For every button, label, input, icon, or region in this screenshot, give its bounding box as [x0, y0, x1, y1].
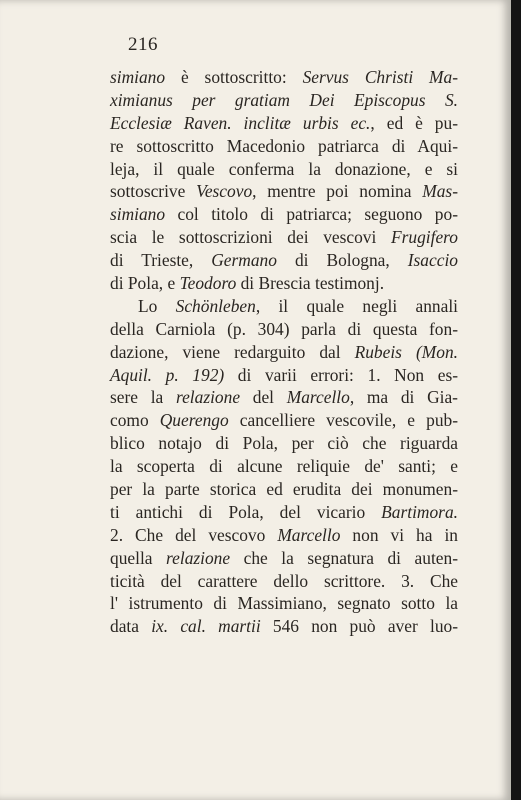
text-line: [110, 295, 458, 318]
text-segment: col titolo di patriarca; seguono po-: [165, 204, 458, 225]
text-line: [110, 272, 458, 295]
text-segment: la scoperta di alcune reliquie de' santi; e: [110, 456, 458, 477]
text-segment: blico notajo di Pola, per ciò che riguarda: [110, 433, 458, 454]
page-number: 216: [128, 34, 158, 55]
text-segment: re sottoscritto Macedonio patriarca di Aqui-: [110, 135, 458, 156]
italic-text: simiano: [110, 67, 166, 87]
text-segment: quella: [110, 547, 167, 568]
text-segment: dazione, viene redarguito dal: [110, 341, 355, 362]
text-segment: di Brescia testimonj.: [236, 273, 385, 294]
text-segment: , ed è pu-: [370, 112, 458, 133]
text-segment: ti antichi di Pola, del vicario: [110, 501, 382, 522]
italic-text: Bartimora.: [381, 501, 458, 522]
text-segment: ticità del carattere dello scrittore. 3. Che: [110, 570, 458, 591]
text-segment: che la segnatura di auten-: [230, 547, 458, 568]
text-line: [110, 203, 458, 226]
text-segment: sottoscrive: [110, 181, 197, 202]
text-segment: del: [240, 387, 287, 408]
italic-text: Rubeis (Mon.: [354, 341, 458, 362]
italic-text: Isaccio: [407, 250, 458, 271]
text-line: [110, 432, 458, 455]
italic-text: Mas-: [422, 181, 458, 202]
text-segment: di varii errori: 1. Non es-: [224, 364, 459, 385]
italic-text: Aquil. p. 192): [110, 364, 225, 385]
text-segment: data: [110, 616, 152, 637]
italic-text: Teodoro: [179, 273, 237, 294]
text-line: [110, 112, 458, 135]
text-segment: di Pola, e: [110, 273, 180, 294]
body-text: [110, 66, 458, 638]
italic-text: relazione: [166, 547, 231, 568]
text-line: [110, 66, 458, 89]
text-segment: scia le sottoscrizioni dei vescovi: [110, 227, 392, 248]
text-segment: , mentre poi nomina: [252, 181, 423, 202]
text-line: [110, 570, 458, 593]
text-segment: , ma di Gia-: [349, 387, 458, 408]
text-line: [110, 364, 458, 387]
italic-text: Ecclesiæ Raven. inclitæ urbis ec.: [110, 112, 371, 133]
italic-text: Vescovo: [196, 181, 253, 202]
text-line: [110, 455, 458, 478]
italic-text: relazione: [175, 387, 241, 408]
text-line: [110, 226, 458, 249]
italic-text: Servus Christi Ma-: [302, 67, 459, 87]
italic-text: simiano: [110, 204, 166, 225]
italic-text: Germano: [211, 250, 277, 271]
text-line: [110, 547, 458, 570]
text-segment: 546 non può aver luo-: [260, 616, 459, 637]
italic-text: Schönleben: [175, 295, 256, 316]
text-line: [110, 341, 458, 364]
text-line: [110, 524, 458, 547]
text-line: [110, 501, 458, 524]
text-line: [110, 249, 458, 272]
italic-text: Querengo: [159, 410, 229, 431]
text-segment: como: [110, 410, 160, 431]
italic-text: Frugifero: [391, 227, 458, 248]
text-segment: della Carniola (p. 304) parla di questa fon-: [110, 318, 458, 339]
italic-text: Marcello: [277, 524, 341, 545]
text-line: [110, 158, 458, 181]
text-line: [110, 478, 458, 501]
text-line: [110, 318, 458, 341]
italic-text: ix. cal. martii: [151, 616, 261, 637]
text-segment: leja, il quale conferma la donazione, e si: [110, 158, 458, 179]
text-line: [110, 386, 458, 409]
text-segment: per la parte storica ed erudita dei monumen-: [110, 479, 458, 500]
text-segment: l' istrumento di Massimiano, segnato sotto la: [110, 593, 458, 614]
italic-text: ximianus per gratiam Dei Episcopus S.: [110, 89, 458, 110]
text-segment: è sottoscritto:: [165, 67, 303, 87]
italic-text: Marcello: [286, 387, 350, 408]
text-segment: 2. Che del vescovo: [110, 524, 278, 545]
text-segment: cancelliere vescovile, e pub-: [228, 410, 458, 431]
text-line: [110, 135, 458, 158]
text-segment: sere la: [110, 387, 176, 408]
text-segment: Lo: [138, 295, 176, 316]
text-line: [110, 89, 458, 112]
text-line: [110, 409, 458, 432]
text-segment: di Trieste,: [110, 250, 212, 271]
scan-edge: [511, 0, 521, 800]
text-segment: non vi ha in: [340, 524, 458, 545]
text-segment: , il quale negli annali: [255, 295, 459, 316]
text-line: [110, 180, 458, 203]
text-segment: di Bologna,: [276, 250, 408, 271]
text-line: [110, 592, 458, 615]
text-line: [110, 615, 458, 638]
